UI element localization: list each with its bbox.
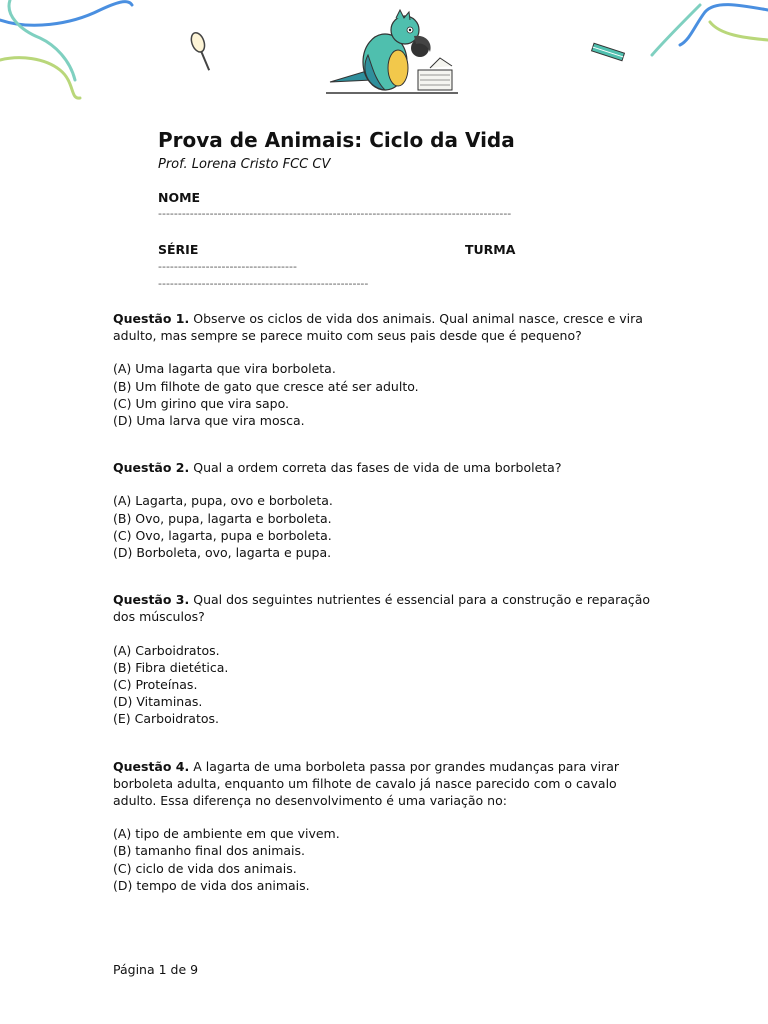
option-c: (C) ciclo de vida dos animais. [113,860,297,876]
question-2 [113,459,658,561]
question-body: Qual a ordem correta das fases de vida de uma borboleta? [193,460,562,476]
option-a: (A) Uma lagarta que vira borboleta. [113,361,336,377]
question-number: Questão 3. [113,592,190,608]
question-text [113,310,658,344]
option-a: (A) Lagarta, pupa, ovo e borboleta. [113,493,333,509]
parrot-reading-icon [326,10,458,93]
swirl-right-decoration [652,5,768,55]
header-decoration [0,0,768,110]
question-number: Questão 2. [113,460,190,476]
question-number: Questão 4. [113,758,190,774]
option-c: (C) Proteínas. [113,677,198,693]
question-text [113,591,658,625]
question-text [113,459,658,476]
question-text [113,758,658,810]
question-list [113,310,658,924]
option-a: (A) Carboidratos. [113,642,220,658]
question-1 [113,310,658,429]
page-number: Página 1 de 9 [113,962,199,977]
option-d: (D) Uma larva que vira mosca. [113,413,305,429]
class-line: ----------------------------------------------------- [158,277,369,290]
option-a: (A) tipo de ambiente em que vivem. [113,826,340,842]
grade-line: ----------------------------------- [158,260,297,273]
option-c: (C) Um girino que vira sapo. [113,395,289,411]
page-title: Prova de Animais: Ciclo da Vida [158,128,515,152]
question-number: Questão 1. [113,311,190,326]
option-b: (B) Fibra dietética. [113,659,229,675]
option-b: (B) tamanho final dos animais. [113,843,305,859]
exam-header [158,127,658,173]
option-e: (E) Carboidratos. [113,711,219,727]
name-field [158,189,658,221]
name-label: NOME [158,190,201,205]
magnifier-icon [189,31,214,73]
question-body: A lagarta de uma borboleta passa por grandes mudanças para virar borboleta adulta, enquanto um filhote de cavalo já nasce parecido com o cavalo adulto. Essa diferença no desenvolvimento é uma variação no: [113,758,620,809]
option-d: (D) tempo de vida dos animais. [113,877,310,893]
notebook-icon [592,43,625,60]
grade-label: SÉRIE [158,242,199,257]
teacher-name: Prof. Lorena Cristo FCC CV [158,157,331,172]
option-d: (D) Vitaminas. [113,694,203,710]
option-b: (B) Ovo, pupa, lagarta e borboleta. [113,510,332,526]
option-b: (B) Um filhote de gato que cresce até ser adulto. [113,378,419,394]
class-label: TURMA [465,242,516,257]
swirl-left-decoration [0,0,132,98]
question-3 [113,591,658,727]
option-c: (C) Ovo, lagarta, pupa e borboleta. [113,527,332,543]
name-line: ----------------------------------------------------------------------------------------- [158,207,512,220]
question-body: Observe os ciclos de vida dos animais. Qual animal nasce, cresce e vira adulto, mas sempre se parece muito com seus pais desde que é pequeno? [113,311,643,344]
question-4 [113,758,658,894]
option-d: (D) Borboleta, ovo, lagarta e pupa. [113,545,332,561]
question-body: Qual dos seguintes nutrientes é essencial para a construção e reparação dos músculos? [113,592,651,625]
